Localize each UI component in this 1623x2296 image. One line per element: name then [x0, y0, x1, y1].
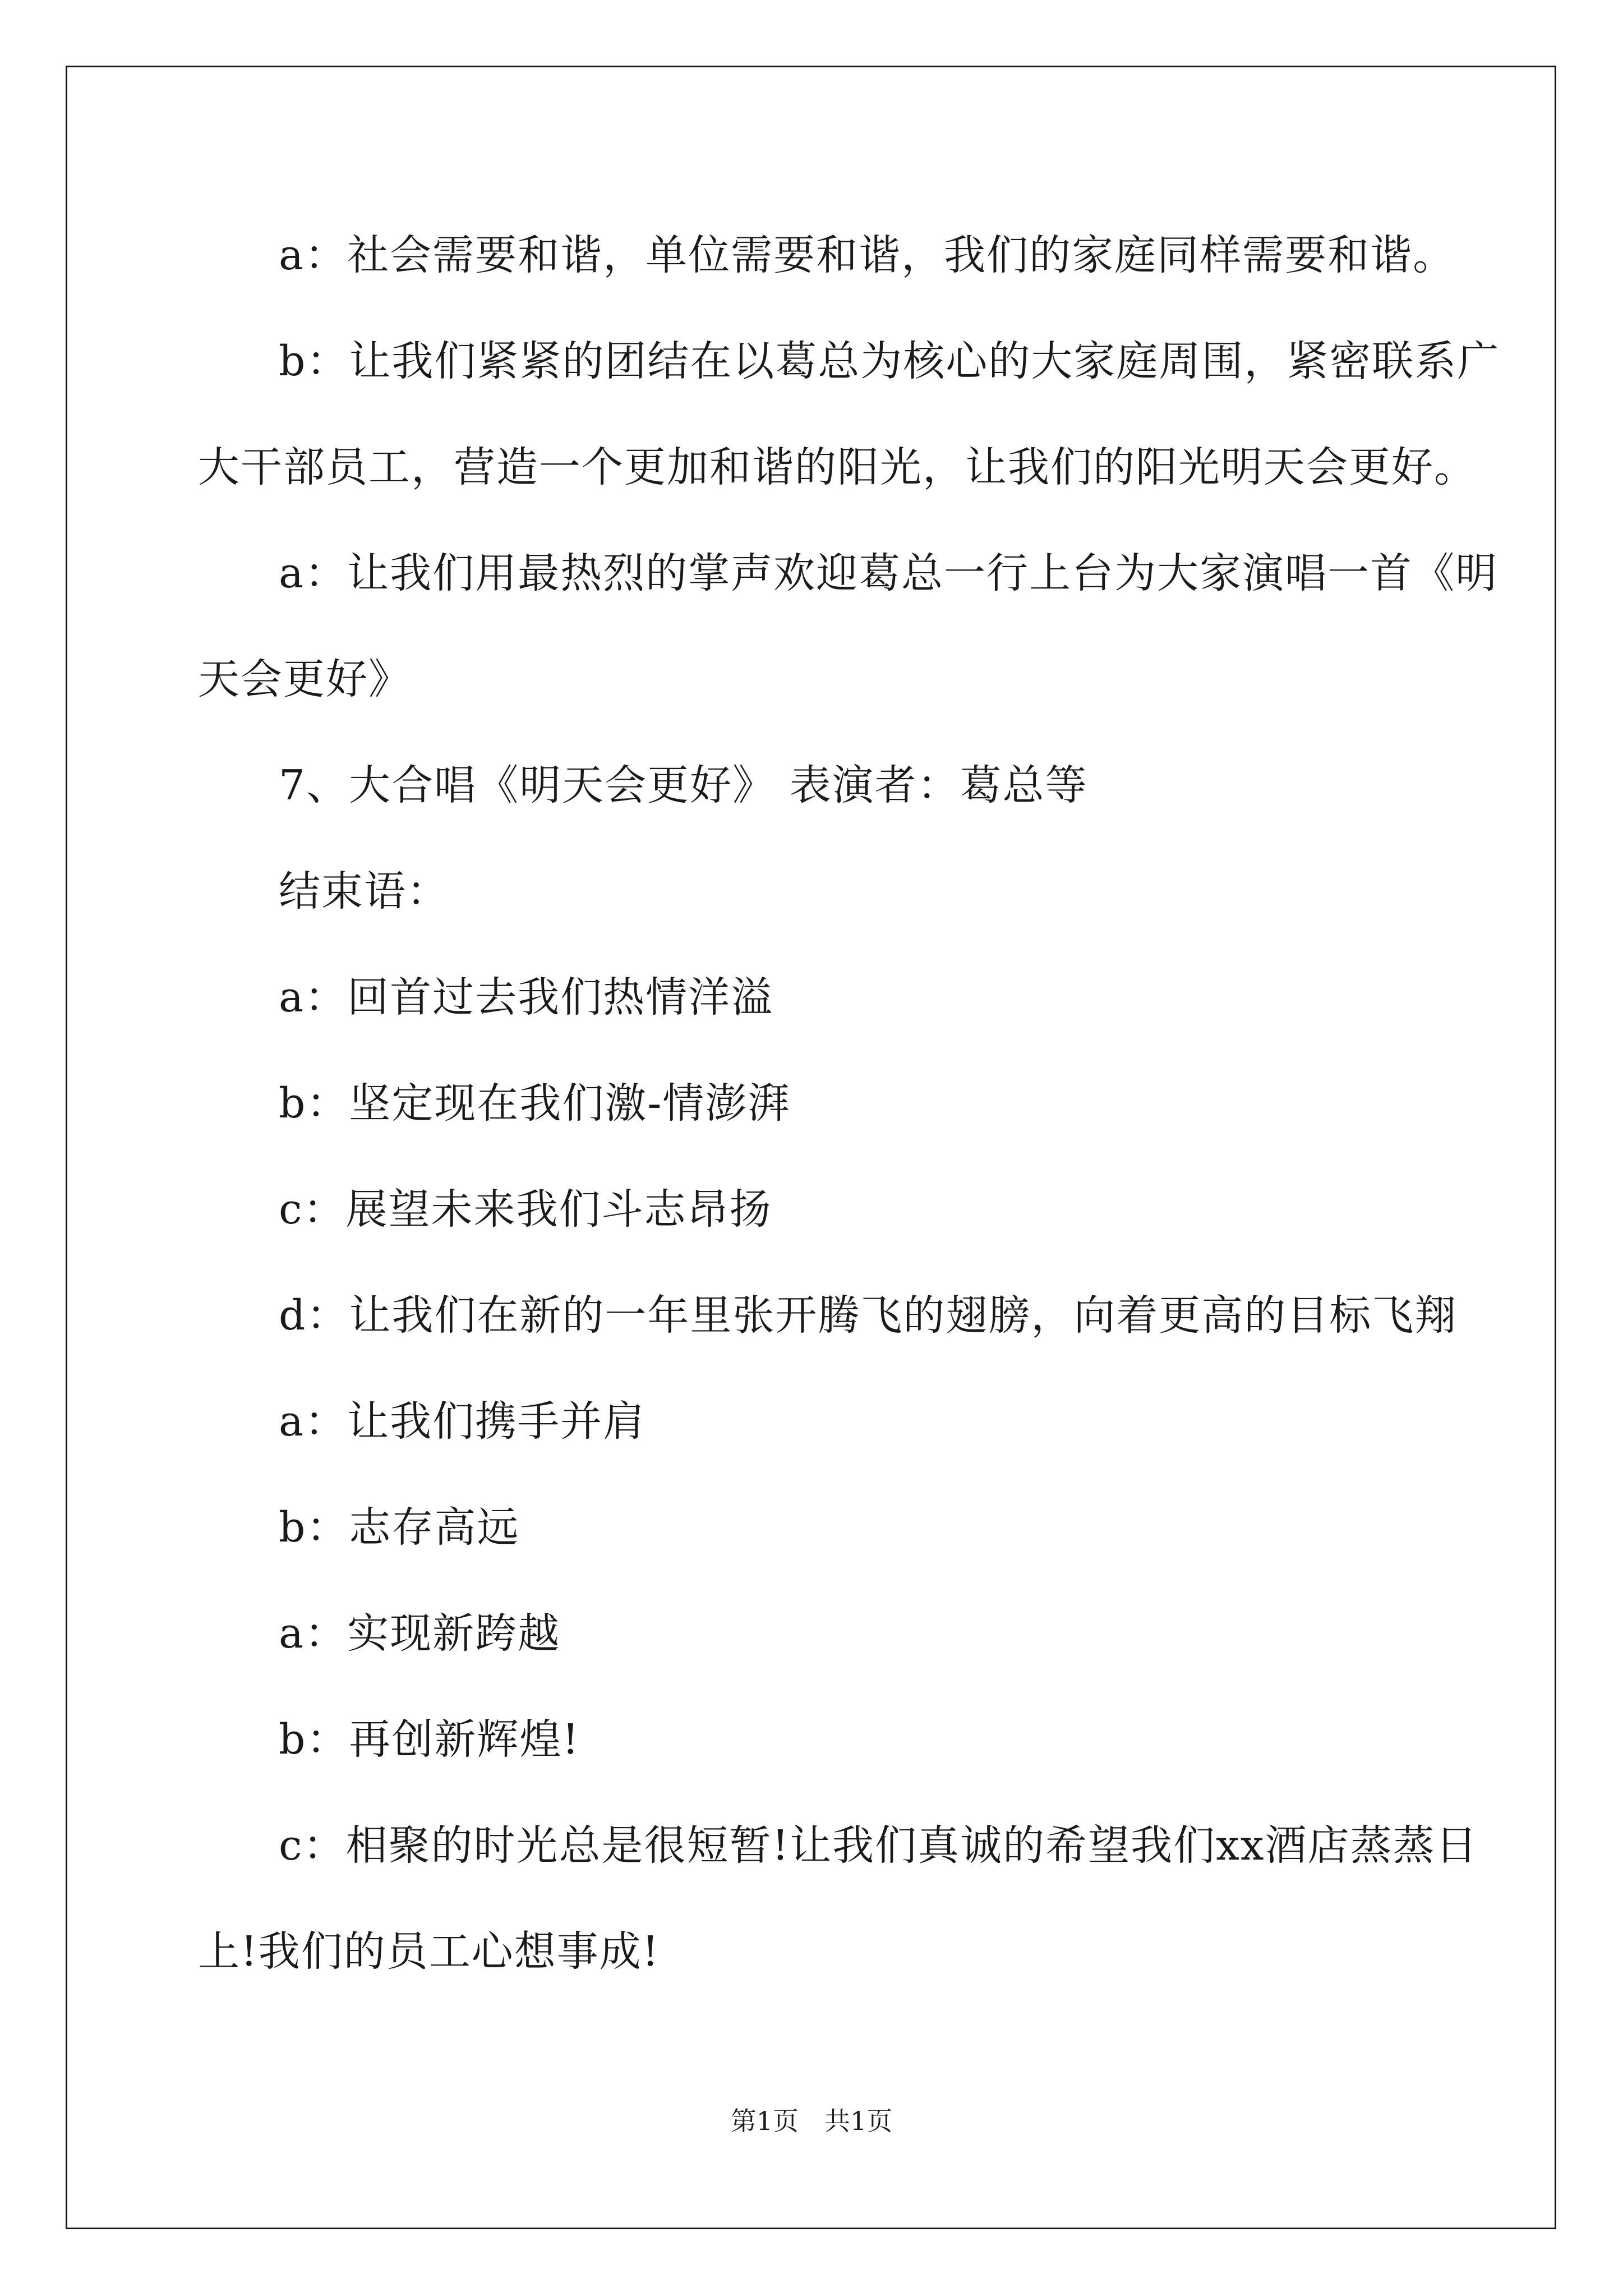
page-border: [66, 66, 1556, 2229]
page-footer: 第1页 共1页: [730, 2106, 893, 2136]
paragraph-line: b：志存高远: [279, 1503, 520, 1552]
paragraph-line: a：让我们携手并肩: [279, 1397, 646, 1446]
paragraph-line: 上!我们的员工心想事成!: [198, 1927, 660, 1976]
paragraph-line: b：坚定现在我们激-情澎湃: [279, 1079, 791, 1128]
paragraph-line: 7、大合唱《明天会更好》 表演者：葛总等: [279, 761, 1088, 809]
paragraph-line: d：让我们在新的一年里张开腾飞的翅膀，向着更高的目标飞翔: [279, 1291, 1458, 1340]
paragraph-line: a：实现新跨越: [279, 1609, 561, 1658]
paragraph-line: c：相聚的时光总是很短暂!让我们真诚的希望我们xx酒店蒸蒸日: [279, 1821, 1478, 1870]
paragraph-line: a：社会需要和谐，单位需要和谐，我们的家庭同样需要和谐。: [279, 231, 1456, 279]
paragraph-line: 结束语：: [279, 867, 449, 915]
paragraph-line: c：展望未来我们斗志昂扬: [279, 1185, 772, 1234]
paragraph-line: 大干部员工，营造一个更加和谐的阳光，让我们的阳光明天会更好。: [198, 443, 1477, 491]
paragraph-line: b：让我们紧紧的团结在以葛总为核心的大家庭周围，紧密联系广: [279, 337, 1500, 385]
paragraph-line: a：回首过去我们热情洋溢: [279, 973, 774, 1022]
paragraph-line: 天会更好》: [198, 655, 411, 703]
paragraph-line: a：让我们用最热烈的掌声欢迎葛总一行上台为大家演唱一首《明: [279, 549, 1498, 597]
paragraph-line: b：再创新辉煌!: [279, 1715, 580, 1764]
